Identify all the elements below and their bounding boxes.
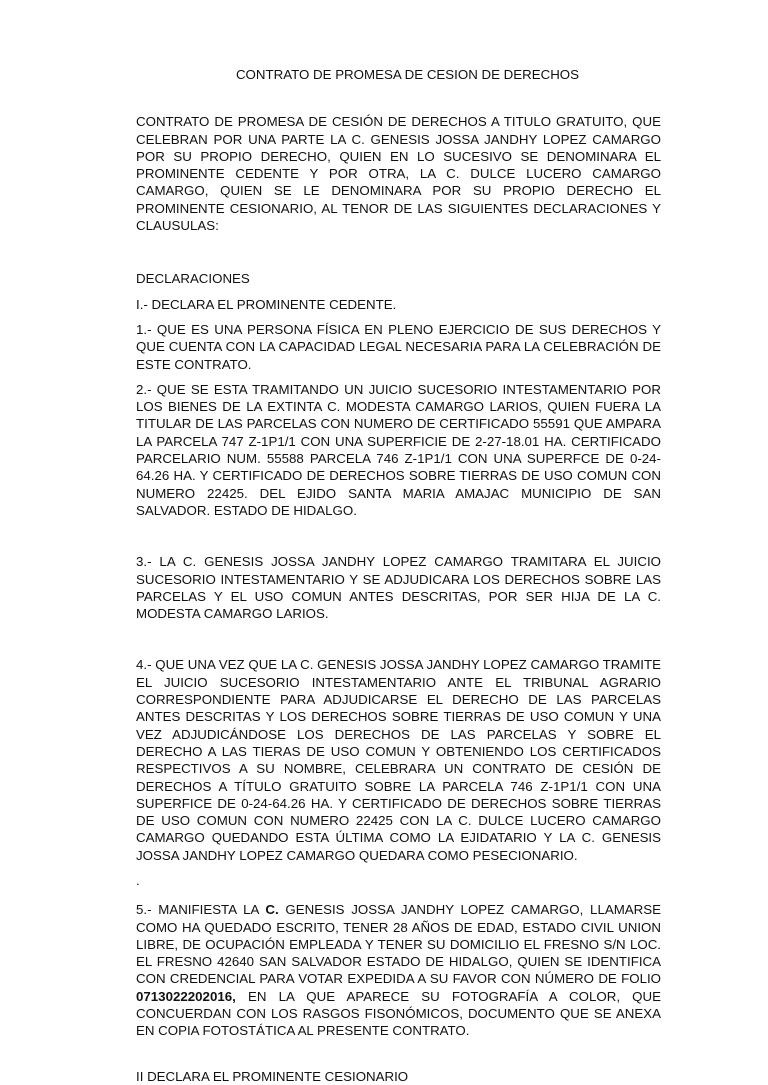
declaraciones-heading: DECLARACIONES (136, 271, 250, 287)
item-5-text-a: 5.- MANIFIESTA LA (136, 902, 266, 918)
item-5-text-b: GENESIS JOSSA JANDHY LOPEZ CAMARGO, LLAMARSE COMO HA QUEDADO ESCRITO, TENER 28 AÑOS DE EDAD, ESTADO CIVIL UNION LIBRE, DE OCUPACIÓN EMPLEADA Y TENER SU DOMICILIO EL FRESNO S/N LOC. EL FRESNO 42640 SAN SALVADOR ESTADO DE HIDALGO, QUIEN SE IDENTIFICA CON CREDENCIAL PARA VOTAR EXPEDIDA A SU FAVOR CON NÚMERO DE FOLIO (136, 902, 661, 987)
item-5-bold-c: C. (265, 902, 279, 918)
item-5-text-c: EN LA QUE APARECE SU FOTOGRAFÍA A COLOR, QUE CONCUERDAN CON LOS RASGOS FISONÓMICOS, DOCUMENTO QUE SE ANEXA EN COPIA FOTOSTÁTICA AL PRESENTE CONTRATO. (136, 988, 661, 1039)
item-5-bold-folio: 0713022202016, (136, 988, 236, 1004)
declaration-item-4: 4.- QUE UNA VEZ QUE LA C. GENESIS JOSSA JANDHY LOPEZ CAMARGO TRAMITE EL JUICIO SUCESORIO INTESTAMENTARIO ANTE EL TRIBUNAL AGRARIO CORRESPONDIENTE PARA ADJUDICARSE EL DERECHO DE LAS PARCELAS ANTES DESCRITAS Y LOS DERECHOS SOBRE TIERRAS DE USO COMUN Y UNA VEZ ADJUDICÁNDOSE LOS DERECHOS DE LAS PARCELAS Y SOBRE EL DERECHO A LAS TIERAS DE USO COMUN Y OBTENIENDO LOS CERTIFICADOS RESPECTIVOS A SU NOMBRE, CELEBRARA UN CONTRATO DE CESIÓN DE DERECHOS A TÍTULO GRATUITO SOBRE LA PARCELA 746 Z-1P1/1 CON UNA SUPERFICE DE 0-24-64.26 HA. Y CERTIFICADO DE DERECHOS SOBRE TIERRAS DE USO COMUN CON NUMERO 22425 CON LA C. DULCE LUCERO CAMARGO CAMARGO QUEDANDO ESTA ÚLTIMA COMO LA EJIDATARIO Y LA C. GENESIS JOSSA JANDHY LOPEZ CAMARGO QUEDARA COMO PESECIONARIO. (136, 657, 661, 863)
section-2-heading: II DECLARA EL PROMINENTE CESIONARIO (136, 1068, 409, 1084)
document-title: CONTRATO DE PROMESA DE CESION DE DERECHOS (235, 67, 580, 82)
declaration-item-2: 2.- QUE SE ESTA TRAMITANDO UN JUICIO SUCESORIO INTESTAMENTARIO POR LOS BIENES DE LA EXTINTA C. MODESTA CAMARGO LARIOS, QUIEN FUERA LA TITULAR DE LAS PARCELAS CON NUMERO DE CERTIFICADO 55591 QUE AMPARA LA PARCELA 747 Z-1P1/1 CON UNA SUPERFICIE DE 2-27-18.01 HA. CERTIFICADO PARCELARIO NUM. 55588 PARCELA 746 Z-1P1/1 CON UNA SUPERFCE DE 0-24-64.26 HA. Y CERTIFICADO DE DERECHOS SOBRE TIERRAS DE USO COMUN CON NUMERO 22425. DEL EJIDO SANTA MARIA AMAJAC MUNICIPIO DE SAN SALVADOR. ESTADO DE HIDALGO. (136, 381, 661, 518)
intro-paragraph: CONTRATO DE PROMESA DE CESIÓN DE DERECHOS A TITULO GRATUITO, QUE CELEBRAN POR UNA PARTE LA C. GENESIS JOSSA JANDHY LOPEZ CAMARGO POR SU PROPIO DERECHO, QUIEN EN LO SUCESIVO SE DENOMINARA EL PROMINENTE CEDENTE Y POR OTRA, LA C. DULCE LUCERO CAMARGO CAMARGO, QUIEN SE LE DENOMINARA POR SU PROPIO DERECHO EL PROMINENTE CESIONARIO, AL TENOR DE LAS SIGUIENTES DECLARACIONES Y CLAUSULAS: (136, 114, 661, 234)
section-1-heading: I.- DECLARA EL PROMINENTE CEDENTE. (136, 296, 397, 312)
declaration-item-5 (136, 901, 661, 1039)
separator-dot: . (136, 872, 140, 888)
declaration-item-3: 3.- LA C. GENESIS JOSSA JANDHY LOPEZ CAMARGO TRAMITARA EL JUICIO SUCESORIO INTESTAMENTARIO Y SE ADJUDICARA LOS DERECHOS SOBRE LAS PARCELAS Y EL USO COMUN ANTES DESCRITAS, POR SER HIJA DE LA C. MODESTA CAMARGO LARIOS. (136, 554, 661, 622)
declaration-item-1: 1.- QUE ES UNA PERSONA FÍSICA EN PLENO EJERCICIO DE SUS DERECHOS Y QUE CUENTA CON LA CAPACIDAD LEGAL NECESARIA PARA LA CELEBRACIÓN DE ESTE CONTRATO. (136, 321, 661, 372)
